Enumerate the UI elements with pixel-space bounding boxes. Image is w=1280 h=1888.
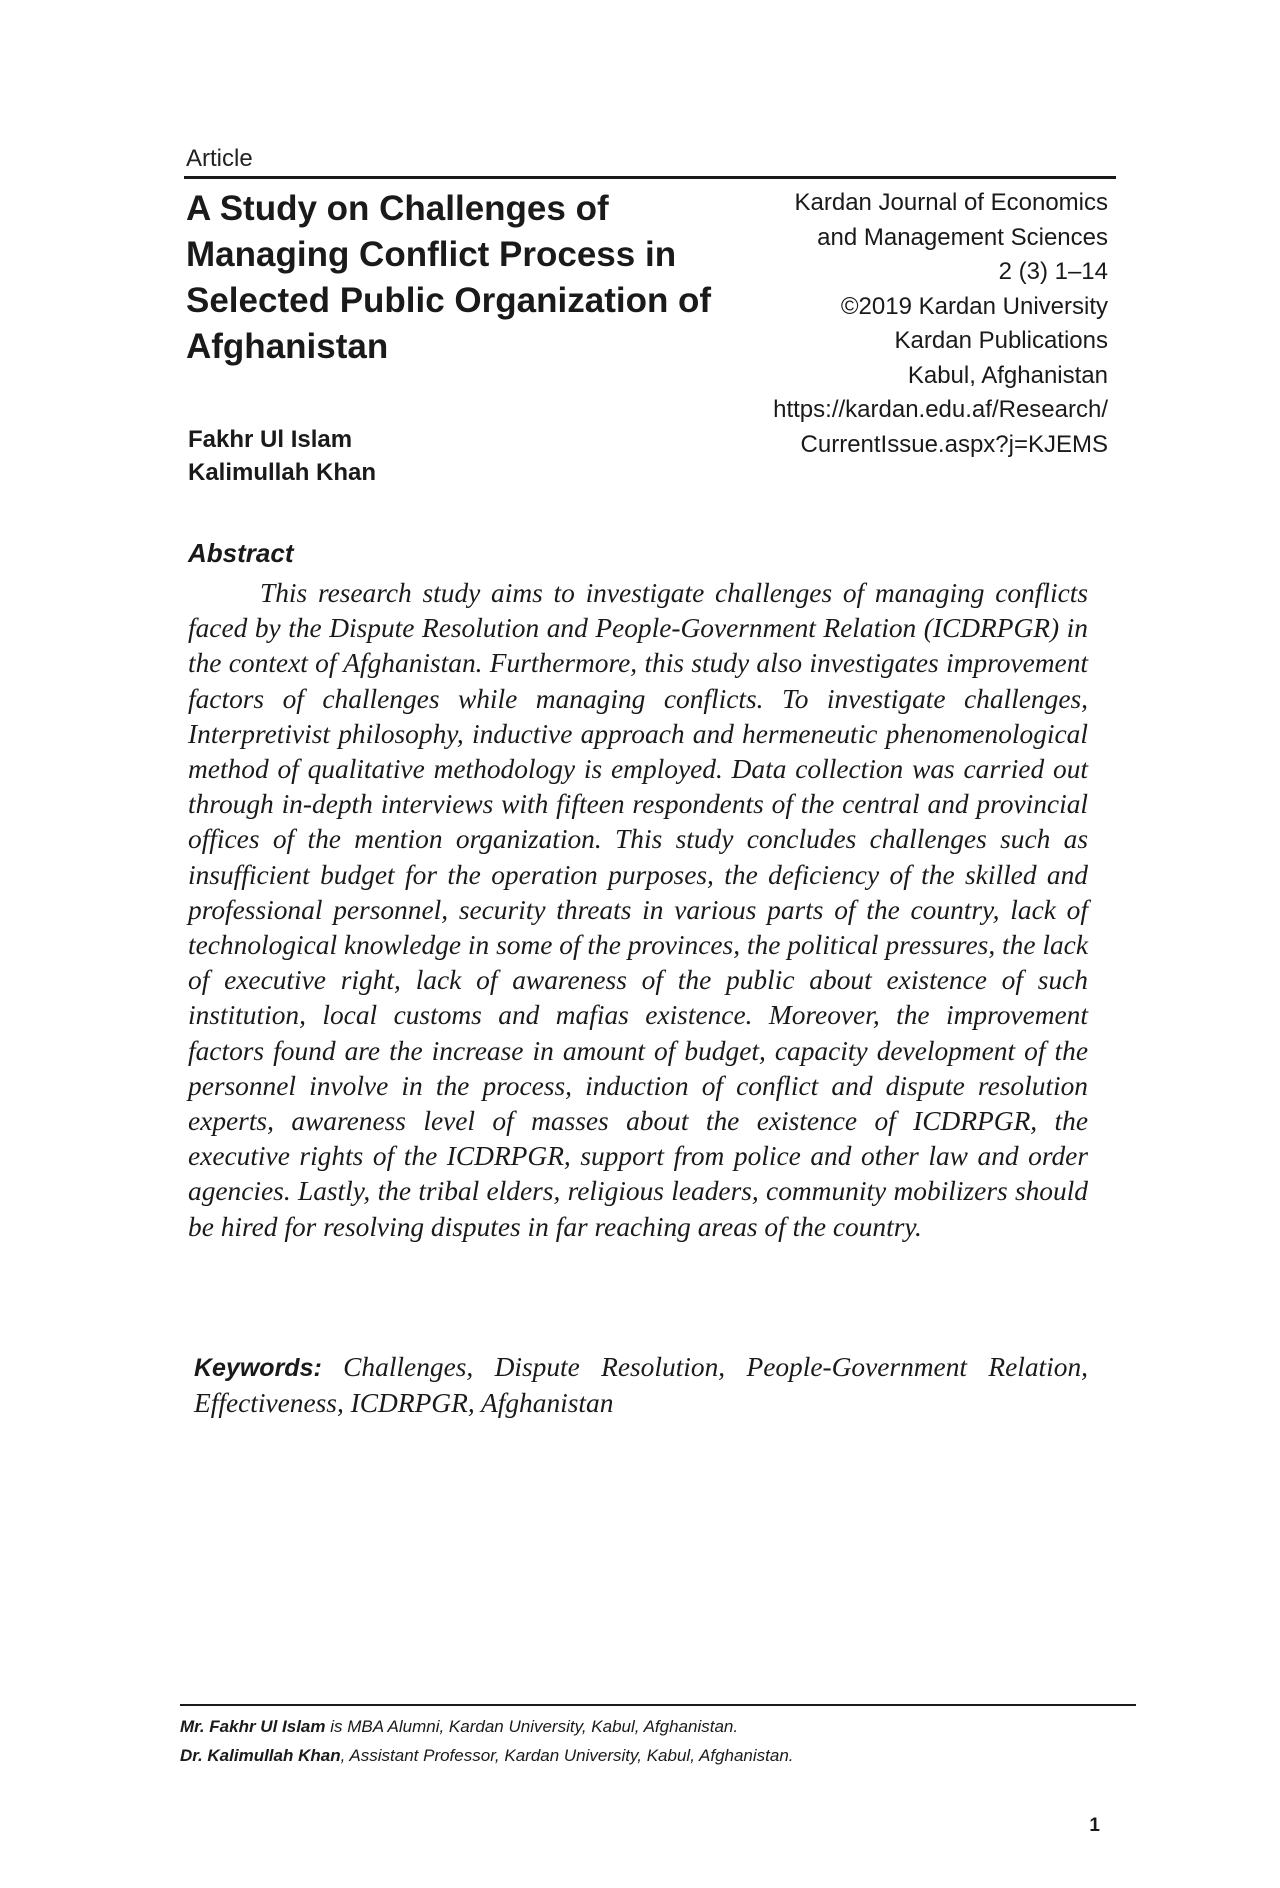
author-list bbox=[188, 423, 376, 489]
abstract-text: This research study aims to investigate challenges of managing conflicts faced by the Dispute Resolution and People-Government Relation (ICDRPGR) in the context of Afghanistan. Furthermore, this study also investigates improvement factors of challenges while managing conflicts. To investigate challenges, Interpretivist philosophy, inductive approach and hermeneutic phenomenological method of qualitative methodology is employed. Data collection was carried out through in-depth interviews with fifteen respondents of the central and provincial offices of the mention organization. This study concludes challenges such as insufficient budget for the operation purposes, the deficiency of the skilled and professional personnel, security threats in various parts of the country, lack of technological knowledge in some of the provinces, the political pressures, the lack of executive right, lack of awareness of the public about existence of such institution, local customs and mafias existence. Moreover, the improvement factors found are the increase in amount of budget, capacity development of the personnel involve in the process, induction of conflict and dispute resolution experts, awareness level of masses about the existence of ICDRPGR, the executive rights of the ICDRPGR, support from police and other law and order agencies. Lastly, the tribal elders, religious leaders, community mobilizers should be hired for resolving disputes in far reaching areas of the country. bbox=[188, 578, 1088, 1242]
journal-info bbox=[708, 186, 1108, 462]
author-name: Kalimullah Khan bbox=[188, 459, 377, 486]
journal-line: ©2019 Kardan University bbox=[840, 292, 1108, 320]
abstract-heading: Abstract bbox=[188, 538, 294, 568]
article-type-label: Article bbox=[186, 145, 253, 172]
footnotes bbox=[180, 1712, 794, 1770]
journal-url-line[interactable]: CurrentIssue.aspx?j=KJEMS bbox=[800, 430, 1108, 458]
footnote-name: Mr. Fakhr Ul Islam bbox=[180, 1717, 326, 1736]
footnote bbox=[180, 1712, 794, 1741]
footnote bbox=[180, 1741, 794, 1770]
header-rule bbox=[184, 176, 1116, 179]
page-number: 1 bbox=[1089, 1815, 1100, 1836]
keywords-paragraph bbox=[194, 1350, 1088, 1421]
keywords-text: Challenges, Dispute Resolution, People-Government Relation, Effectiveness, ICDRPGR, Afghanistan bbox=[194, 1352, 1088, 1419]
footnote-name: Dr. Kalimullah Khan bbox=[180, 1746, 341, 1765]
footnote-rule bbox=[180, 1704, 1136, 1706]
footnote-text: , Assistant Professor, Kardan University, Kabul, Afghanistan. bbox=[340, 1746, 794, 1765]
journal-url-line[interactable]: https://kardan.edu.af/Research/ bbox=[773, 396, 1108, 423]
journal-line: Kardan Publications bbox=[894, 327, 1108, 354]
journal-line: Kabul, Afghanistan bbox=[907, 361, 1108, 389]
author-name: Fakhr Ul Islam bbox=[188, 426, 353, 453]
journal-line: and Management Sciences bbox=[817, 223, 1108, 251]
footnote-text: is MBA Alumni, Kardan University, Kabul, Afghanistan. bbox=[325, 1717, 739, 1736]
journal-line: 2 (3) 1–14 bbox=[998, 258, 1108, 285]
paper-title: A Study on Challenges of Managing Conflict Process in Selected Public Organization of Afghanistan bbox=[186, 189, 712, 366]
keywords-label: Keywords: bbox=[194, 1354, 322, 1382]
journal-line: Kardan Journal of Economics bbox=[794, 189, 1108, 216]
